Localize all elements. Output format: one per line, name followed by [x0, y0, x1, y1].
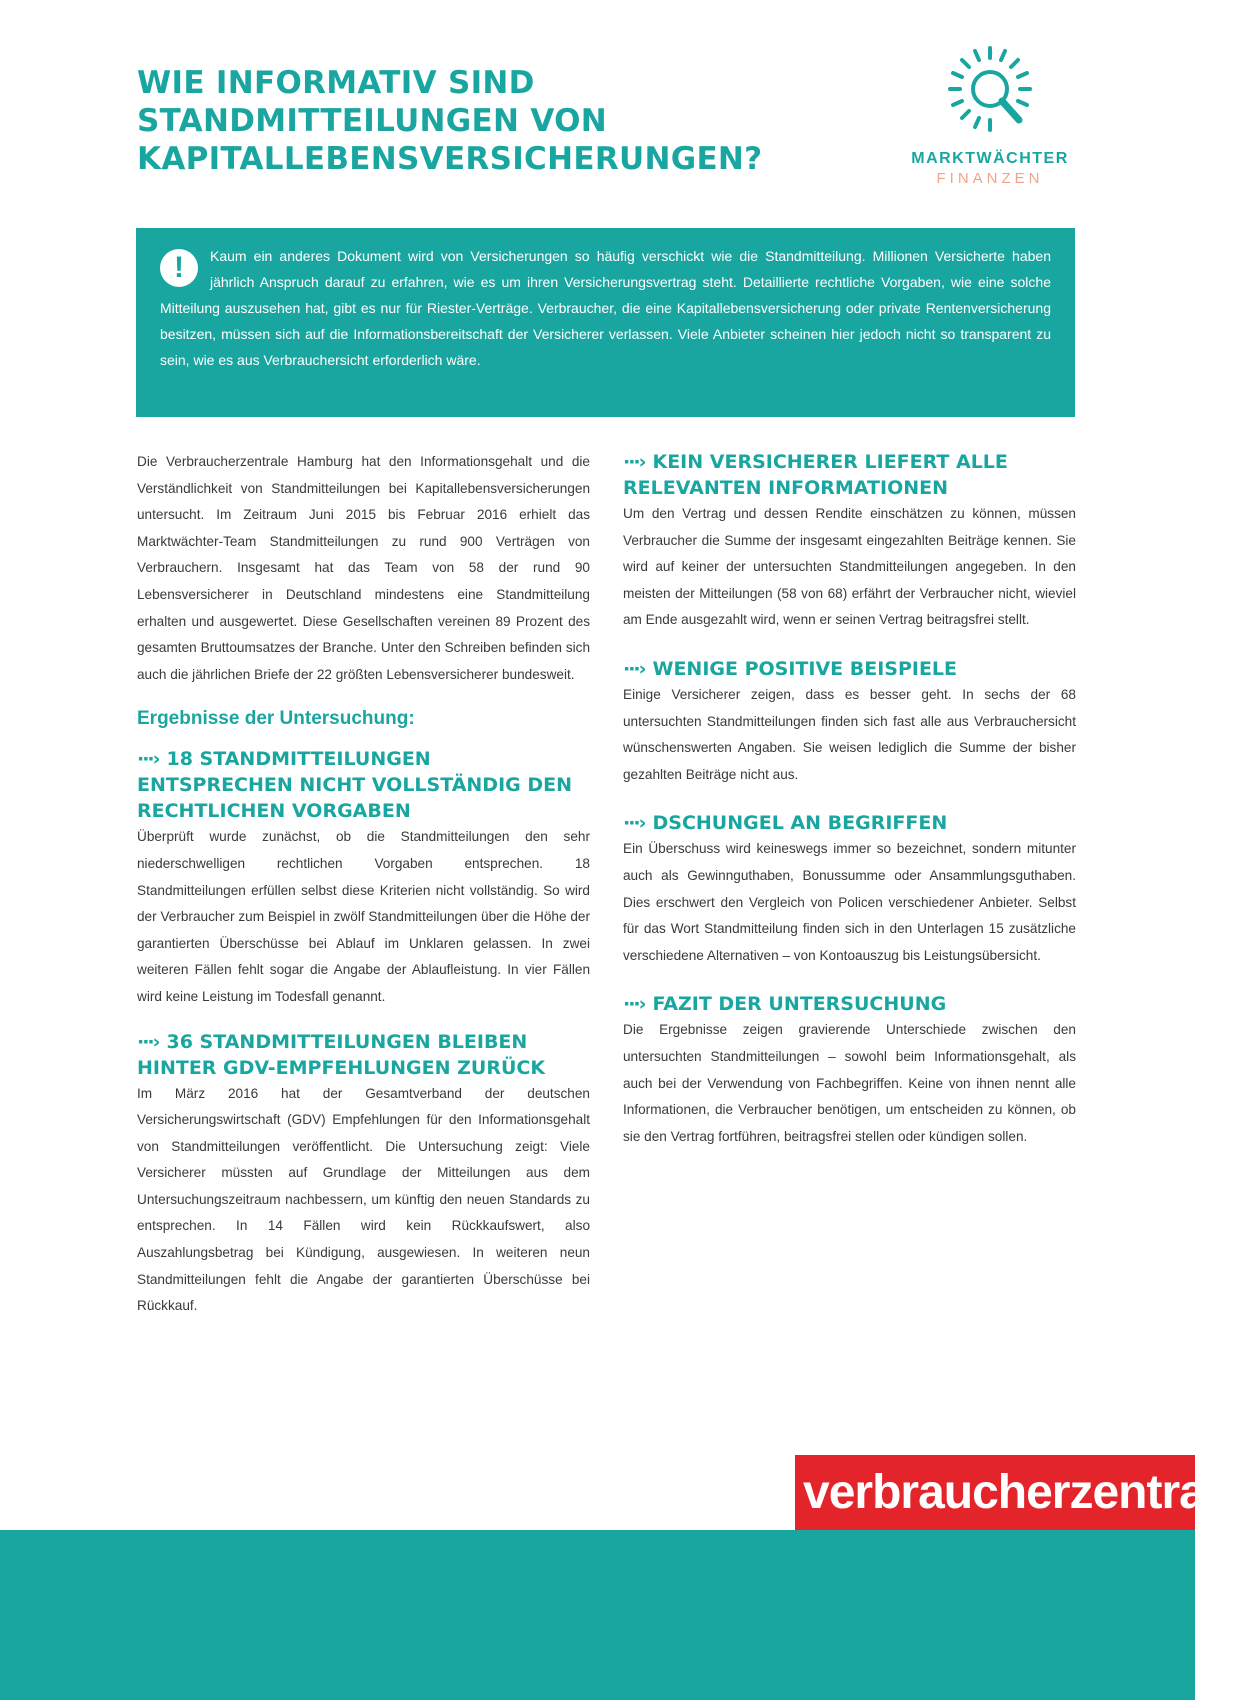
section-heading-text: 36 STANDMITTEILUNGEN BLEIBEN HINTER GDV-EMPFEHLUNGEN ZURÜCK — [137, 1030, 546, 1079]
section-text: Im März 2016 hat der Gesamtverband der deutschen Versicherungswirtschaft (GDV) Empfehlungen für den Informationsgehalt von Standmitteilungen veröffentlicht. Die Untersuchung zeigt: Viele Versicherer müssten auf Grundlage der Mitteilungen aus dem Untersuchungszeitraum nachbessern, um künftig den neuen Standards zu entsprechen. In 14 Fällen wird kein Rückkaufswert, also Auszahlungsbetrag bei Kündigung, ausgewiesen. In weiteren neun Standmitteilungen fehlt die Angabe der garantierten Überschüsse bei Rückkauf. — [137, 1085, 590, 1314]
title-line-1: WIE INFORMATIV SIND — [137, 65, 535, 101]
section-text: Die Ergebnisse zeigen gravierende Unterschiede zwischen den untersuchten Standmitteilungen – sowohl beim Informationsgehalt, als auch bei der Verwendung von Fachbegriffen. Keine von ihnen nennt alle Informationen, die Verbraucher benötigen, um entscheiden zu können, ob sie den Vertrag fortführen, beitragsfrei stellen oder kündigen sollen. — [623, 1022, 1076, 1144]
section-fazit — [623, 991, 1076, 1150]
dotted-arrow-icon: ···› — [623, 657, 645, 680]
verbraucherzentrale-logo: verbraucherzentrale — [795, 1455, 1195, 1530]
right-column — [623, 449, 1076, 1172]
section-text: Überprüft wurde zunächst, ob die Standmitteilungen den sehr niederschwelligen rechtlichen Vorgaben entsprechen. 18 Standmitteilungen erfüllen selbst diese Kriterien nicht vollständig. So wird der Verbraucher zum Beispiel in zwölf Standmitteilungen über die Höhe der garantierten Überschüsse bei Ablauf im Unklaren gelassen. In zwei weiteren Fällen fehlt sogar die Angabe der Ablaufleistung. In vier Fällen wird keine Leistung im Todesfall genannt. — [137, 829, 590, 1004]
title-line-3: KAPITALLEBENSVERSICHERUNGEN? — [137, 141, 763, 177]
section-heading-text: DSCHUNGEL AN BEGRIFFEN — [652, 812, 948, 835]
magnifier-sunburst-icon — [943, 42, 1037, 146]
section-gdv-empfehlungen — [137, 1029, 590, 1320]
marktwaechter-logo — [895, 42, 1085, 192]
section-heading — [137, 746, 590, 824]
dotted-arrow-icon: ···› — [623, 812, 645, 835]
section-heading — [623, 449, 1076, 501]
dotted-arrow-icon: ···› — [137, 748, 159, 771]
logo-text-finanzen: FINANZEN — [936, 170, 1044, 187]
section-heading — [623, 656, 1076, 682]
section-dschungel-begriffe — [623, 810, 1076, 969]
logo-text-marktwaechter: MARKTWÄCHTER — [911, 150, 1069, 167]
intro-text: Kaum ein anderes Dokument wird von Versicherungen so häufig verschickt wie die Standmitteilung. Millionen Versicherte haben jährlich Anspruch darauf zu erfahren, wie es um ihren Versicherungsvertrag steht. Detaillierte rechtliche Vorgaben, wie eine solche Mitteilung auszusehen hat, gibt es nur für Riester-Verträge. Verbraucher, die eine Kapitallebensversicherung oder private Rentenversicherung besitzen, müssen sich auf die Informationsbereitschaft der Versicherer verlassen. Viele Anbieter scheinen hier jedoch nicht so transparent zu sein, wie es aus Verbrauchersicht erforderlich wäre. — [160, 248, 1051, 368]
section-text: Um den Vertrag und dessen Rendite einschätzen zu können, müssen Verbraucher die Summe der insgesamt eingezahlten Beiträge kennen. Sie wird auf keiner der untersuchten Standmitteilungen angegeben. In den meisten der Mitteilungen (58 von 68) erfährt der Verbraucher nicht, wieviel am Ende ausgezahlt wird, wenn er seinen Vertrag beitragsfrei stellt. — [623, 506, 1076, 628]
dotted-arrow-icon: ···› — [137, 1030, 159, 1053]
section-heading-text: KEIN VERSICHERER LIEFERT ALLE RELEVANTEN INFORMATIONEN — [623, 451, 1008, 499]
section-heading-text: FAZIT DER UNTERSUCHUNG — [652, 993, 947, 1016]
page-title — [137, 64, 837, 178]
section-heading — [623, 810, 1076, 836]
section-text: Einige Versicherer zeigen, dass es besser geht. In sechs der 68 untersuchten Standmitteilungen finden sich fast alle aus Verbrauchersicht wünschenswerten Angaben. Sie weisen lediglich die Summe der bisher gezahlten Beiträge nicht aus. — [623, 686, 1076, 782]
section-heading — [623, 991, 1076, 1017]
section-kein-versicherer — [623, 449, 1076, 634]
results-heading: Ergebnisse der Untersuchung: — [137, 708, 415, 730]
intro-box — [136, 228, 1075, 417]
dotted-arrow-icon: ···› — [623, 451, 645, 473]
section-text: Ein Überschuss wird keineswegs immer so bezeichnet, sondern mitunter auch als Gewinnguthaben, Bonussumme oder Ansammlungsguthaben. Dies erschwert den Vergleich von Policen verschiedener Anbieter. Selbst für das Wort Standmitteilung finden sich in den Unterlagen 15 zusätzliche verschiedene Alternativen – von Kontoauszug bis Leistungsübersicht. — [623, 841, 1076, 963]
section-heading-text: 18 STANDMITTEILUNGEN ENTSPRECHEN NICHT VOLLSTÄNDIG DEN RECHTLICHEN VORGABEN — [137, 748, 573, 823]
intro-paragraph: Die Verbraucherzentrale Hamburg hat den Informationsgehalt und die Verständlichkeit von Standmitteilungen bei Kapitallebensversicherungen untersucht. Im Zeitraum Juni 2015 bis Februar 2016 erhielt das Marktwächter-Team Standmitteilungen zu rund 900 Verträgen von Verbrauchern. Insgesamt hat das Team von 58 der rund 90 Lebensversicherer in Deutschland mindestens eine Standmitteilung erhalten und ausgewertet. Diese Gesellschaften vereinen 89 Prozent des gesamten Bruttoumsatzes der Branche. Unter den Schreiben befinden sich auch die jährlichen Briefe der 22 größten Lebensversicherer bundesweit. — [137, 454, 590, 682]
section-heading — [137, 1029, 590, 1081]
left-column — [137, 449, 590, 1338]
section-heading-text: WENIGE POSITIVE BEISPIELE — [652, 657, 958, 680]
exclamation-icon: ! — [160, 249, 198, 287]
footer-band — [0, 1530, 1195, 1700]
dotted-arrow-icon: ···› — [623, 993, 645, 1016]
title-line-2: STANDMITTEILUNGEN VON — [137, 103, 607, 139]
section-rechtliche-vorgaben — [137, 746, 590, 1010]
section-positive-beispiele — [623, 656, 1076, 788]
